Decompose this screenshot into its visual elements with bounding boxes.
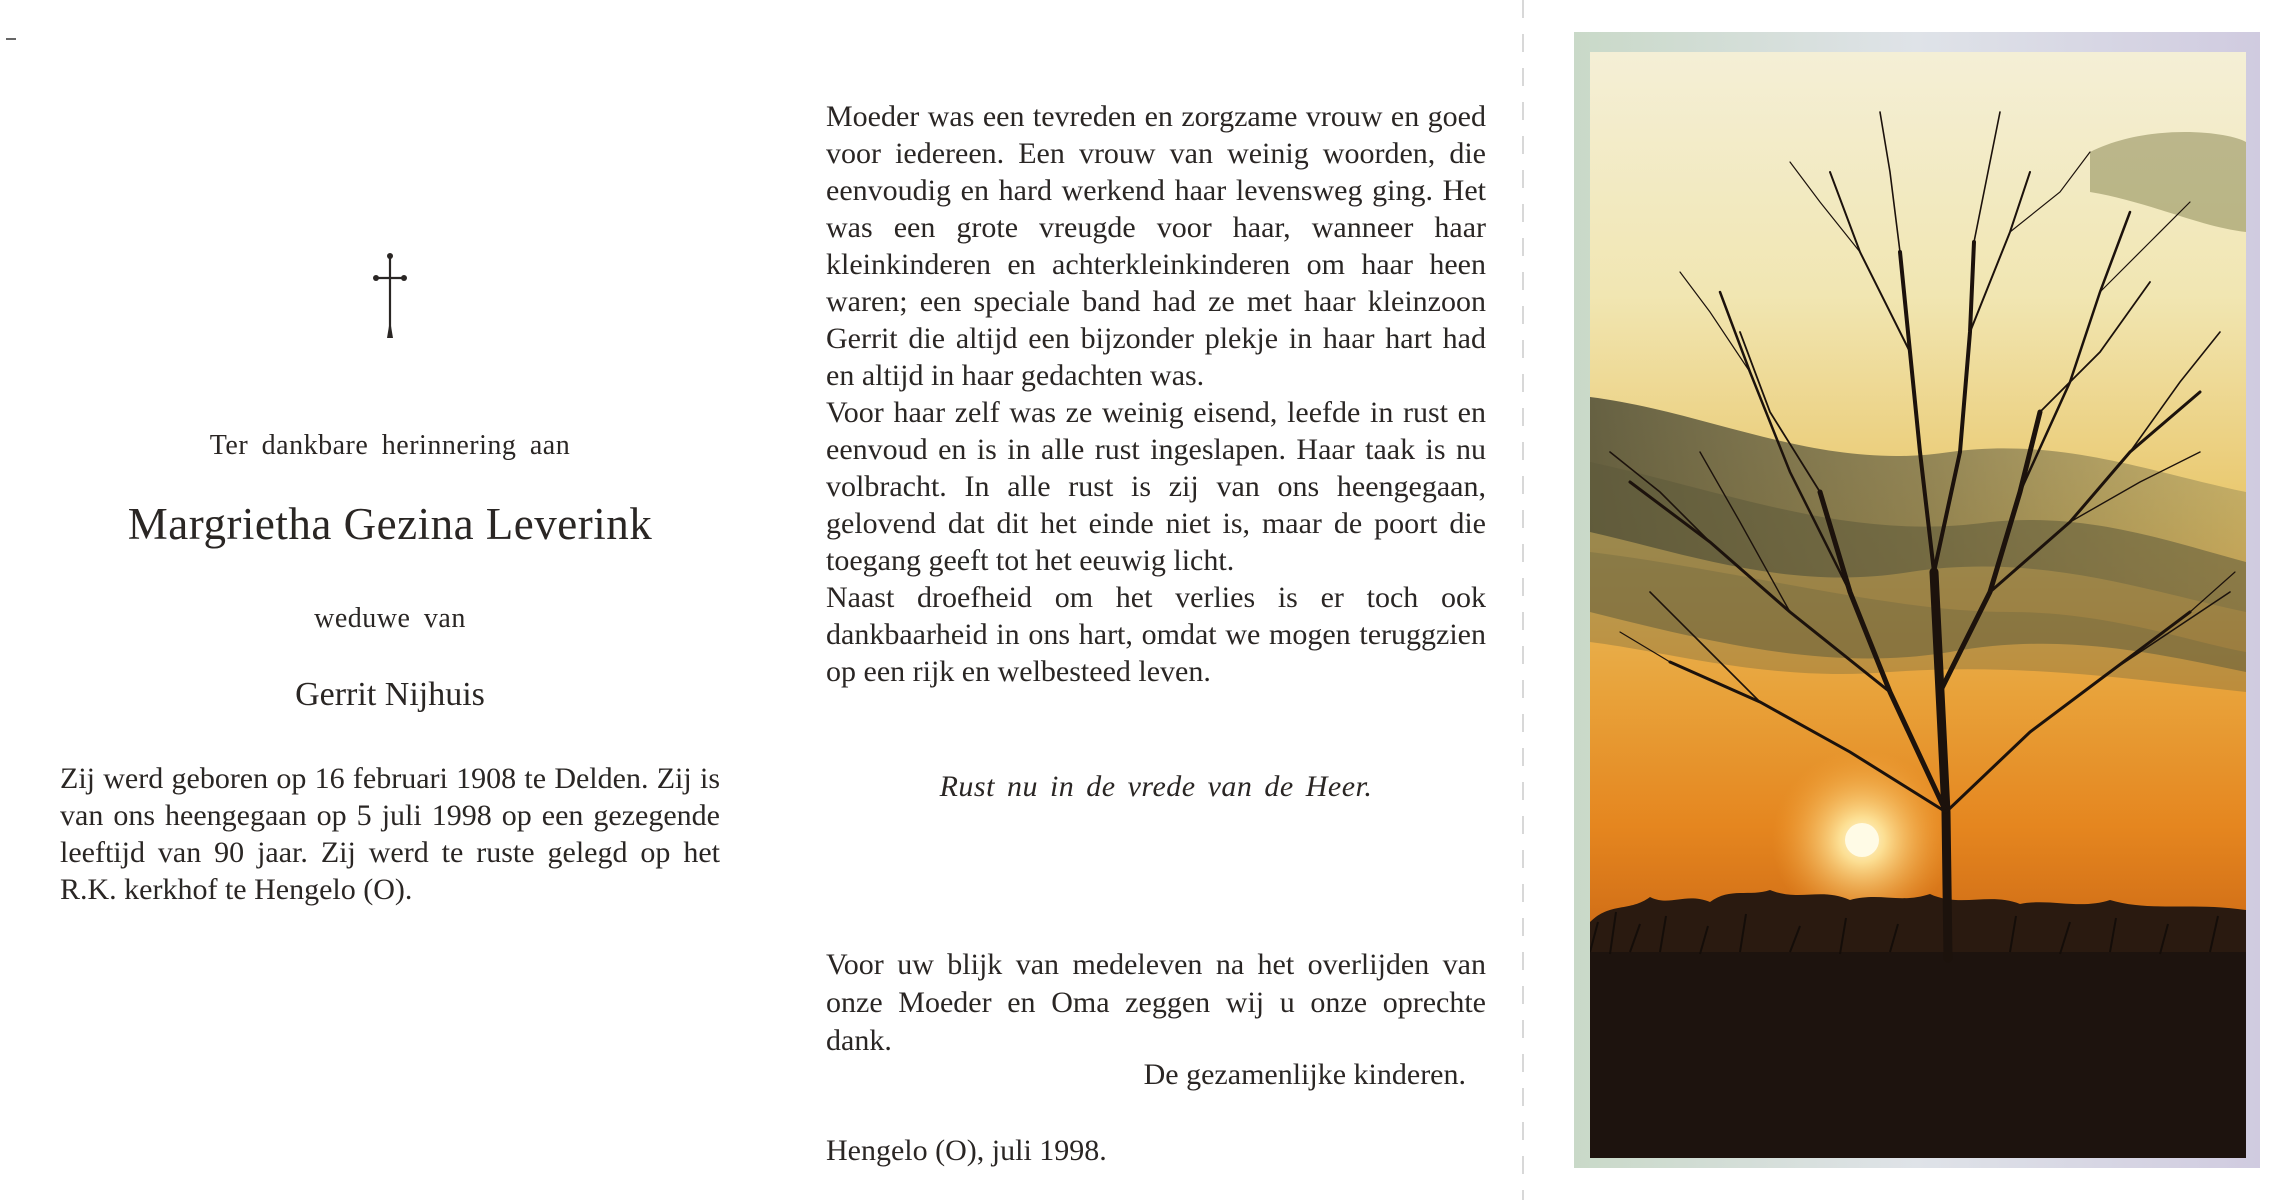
sunset-tree-photo	[1590, 52, 2246, 1158]
place-date-line: Hengelo (O), juli 1998.	[826, 1134, 1107, 1167]
latin-cross-icon	[370, 250, 410, 340]
scan-speck	[6, 38, 16, 40]
motto-line: Rust nu in de vrede van de Heer.	[939, 770, 1373, 803]
fold-line	[1522, 0, 1524, 1200]
husband-name: Gerrit Nijhuis	[295, 676, 485, 713]
deceased-name: Margrietha Gezina Leverink	[127, 499, 653, 549]
tribute-paragraph-3: Naast droefheid om het verlies is er toch ook dankbaarheid in ons hart, omdat we mogen teruggzien op een rijk en welbesteed leven.	[826, 581, 1486, 688]
intro-line: Ter dankbare herinnering aan	[209, 430, 571, 461]
tribute-paragraph-2: Voor haar zelf was ze weinig eisend, leefde in rust en eenvoud en is in alle rust ingeslapen. Haar taak is nu volbracht. In alle rust is zij van ons heengegaan, gelovend dat dit het einde niet is, maar de poort die toegang geeft tot het eeuwig licht.	[826, 396, 1486, 577]
tribute-paragraph-1: Moeder was een tevreden en zorgzame vrouw en goed voor iedereen. Een vrouw van weinig woorden, die eenvoudig en hard werkend haar levensweg ging. Het was een grote vreugde voor haar, wanneer haar kleinkinderen en achterkleinkinderen om haar heen waren; een speciale band had ze met haar kleinzoon Gerrit die altijd een bijzonder plekje in haar hart had en altijd in haar gedachten was.	[826, 100, 1486, 392]
biography-text: Zij werd geboren op 16 februari 1908 te Delden. Zij is van ons heengegaan op 5 juli 1998 op een gezegende leeftijd van 90 jaar. Zij werd te ruste gelegd op het R.K. kerkhof te Hengelo (O).	[60, 762, 720, 906]
widow-of-line: weduwe van	[314, 603, 466, 634]
signature-line: De gezamenlijke kinderen.	[1143, 1058, 1466, 1091]
tribute-text	[826, 98, 1486, 690]
thanks-text: Voor uw blijk van medeleven na het overlijden van onze Moeder en Oma zeggen wij u onze oprechte dank.	[826, 948, 1486, 1057]
